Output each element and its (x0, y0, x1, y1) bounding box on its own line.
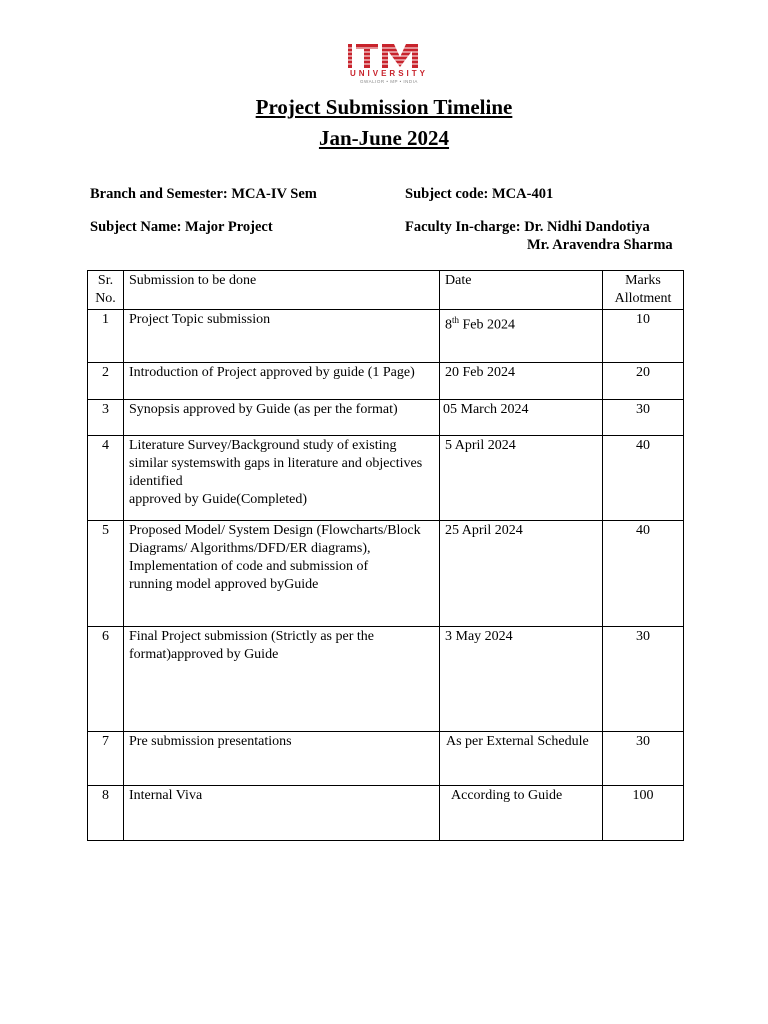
row-desc: Final Project submission (Strictly as per the format)approved by Guide (124, 627, 440, 732)
row-desc (124, 521, 440, 627)
row-sr: 5 (88, 521, 124, 627)
row-marks: 10 (603, 310, 684, 363)
header-marks: Marks Allotment (603, 271, 684, 310)
row-desc-line: Proposed Model/ System Design (Flowcharts/Block Diagrams/ Algorithms/DFD/ER diagrams), Implementation of code and submission of (129, 523, 421, 574)
logo-university-text: UNIVERSITY (349, 69, 428, 78)
row-date: 25 April 2024 (440, 521, 603, 627)
row-desc: Pre submission presentations (124, 732, 440, 786)
table-row (88, 400, 684, 436)
row-sr: 7 (88, 732, 124, 786)
row-marks: 40 (603, 436, 684, 521)
header-date: Date (440, 271, 603, 310)
table-row (88, 732, 684, 786)
table-header-row (88, 271, 684, 310)
faculty-in-charge: Faculty In-charge: Dr. Nidhi Dandotiya (405, 219, 650, 235)
row-desc: Internal Viva (124, 786, 440, 841)
row-date: 20 Feb 2024 (440, 363, 603, 400)
row-desc-line: approved by Guide(Completed) (129, 492, 308, 507)
row-marks: 30 (603, 732, 684, 786)
row-date: 3 May 2024 (440, 627, 603, 732)
row-date: According to Guide (440, 786, 603, 841)
row-sr: 2 (88, 363, 124, 400)
row-sr: 8 (88, 786, 124, 841)
itm-logo-mark (346, 43, 432, 69)
row-date-day: 8 (445, 317, 452, 333)
table-row (88, 310, 684, 363)
faculty-second: Mr. Aravendra Sharma (527, 237, 673, 253)
row-date-rest: Feb 2024 (459, 317, 516, 333)
row-desc (124, 436, 440, 521)
row-date-suffix: th (452, 315, 460, 325)
page-subtitle: Jan-June 2024 (318, 126, 450, 150)
row-marks: 100 (603, 786, 684, 841)
row-marks: 20 (603, 363, 684, 400)
header-sr-no: Sr. No. (88, 271, 124, 310)
branch-semester: Branch and Semester: MCA-IV Sem (90, 186, 317, 202)
row-marks: 30 (603, 400, 684, 436)
itm-university-logo (346, 43, 432, 87)
table-row (88, 521, 684, 627)
table-row (88, 786, 684, 841)
page-title: Project Submission Timeline (255, 95, 513, 119)
row-date: 5 April 2024 (440, 436, 603, 521)
table-row (88, 363, 684, 400)
header-submission: Submission to be done (124, 271, 440, 310)
timeline-table (87, 270, 684, 841)
row-sr: 6 (88, 627, 124, 732)
row-desc-line: running model approved byGuide (129, 577, 319, 592)
row-desc: Project Topic submission (124, 310, 440, 363)
subject-name: Subject Name: Major Project (90, 219, 273, 235)
row-sr: 3 (88, 400, 124, 436)
row-sr: 1 (88, 310, 124, 363)
row-desc: Introduction of Project approved by guide (1 Page) (124, 363, 440, 400)
row-sr: 4 (88, 436, 124, 521)
row-date: 05 March 2024 (440, 400, 603, 436)
subject-code: Subject code: MCA-401 (405, 186, 554, 202)
row-desc: Synopsis approved by Guide (as per the format) (124, 400, 440, 436)
row-date: As per External Schedule (440, 732, 603, 786)
logo-location-text: GWALIOR • MP • INDIA (360, 79, 418, 84)
table-row (88, 436, 684, 521)
row-date (440, 310, 603, 363)
row-marks: 30 (603, 627, 684, 732)
table-row (88, 627, 684, 732)
row-desc-line: Literature Survey/Background study of existing similar systemswith gaps in literature and objectives identified (129, 438, 423, 489)
row-marks: 40 (603, 521, 684, 627)
